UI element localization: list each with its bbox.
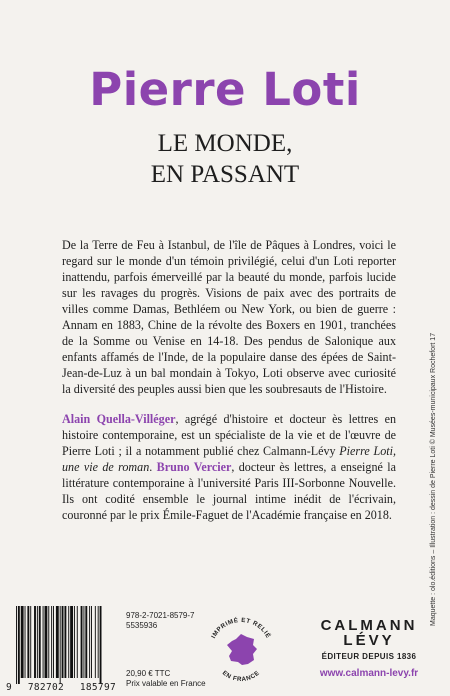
barcode-bar — [60, 606, 61, 684]
publisher-name-line-2: LÉVY — [343, 632, 395, 649]
publisher-name-line-1: CALMANN — [320, 617, 418, 634]
barcode-area — [6, 604, 116, 692]
barcode-bar — [43, 606, 44, 678]
publisher-url: www.calmann-levy.fr — [319, 668, 419, 679]
bio-author-2: Bruno Vercier — [156, 460, 232, 475]
france-map-icon — [227, 634, 257, 665]
barcode-bar — [18, 606, 20, 684]
barcode-bars — [6, 604, 116, 684]
design-credit: Maquette : olo.éditions – Illustration : dessin de Pierre Loti © Musées-municipaux Rochefort 17 — [430, 332, 437, 626]
title-line-2: EN PASSANT — [150, 161, 300, 188]
isbn-line-2: 5535936 — [126, 621, 158, 630]
barcode-bar — [81, 606, 83, 678]
price-line-1: 20,90 € TTC — [126, 669, 171, 678]
barcode-bar — [53, 606, 54, 678]
barcode-group-1: 782702 — [27, 682, 65, 693]
bio-text-2: . — [149, 460, 157, 475]
barcode-bar — [83, 606, 84, 678]
barcode-bar — [77, 606, 78, 678]
barcode-bar — [64, 606, 66, 678]
barcode-bar — [16, 606, 17, 684]
barcode-bar — [68, 606, 69, 678]
title-line-1: LE MONDE, — [157, 130, 293, 157]
barcode-number — [6, 682, 116, 693]
barcode-bar — [30, 606, 31, 678]
isbn-line-1: 978-2-7021-8579-7 — [126, 611, 195, 620]
author-bio — [62, 411, 396, 523]
barcode-bar — [51, 606, 52, 678]
barcode-bar — [98, 606, 99, 678]
barcode-first-digit: 9 — [6, 682, 13, 693]
barcode-bar — [85, 606, 87, 678]
barcode-bar — [25, 606, 26, 678]
barcode-bar — [95, 606, 96, 678]
bio-text-3: , docteur ès lettres, a enseigné la littérature contemporaine à l'université Paris III-Sorbonne Nouvelle. Ils ont codité ensemble le journal intime inédit de l'écrivain, couronné par le prix Émile-Faguet de l'Académie française en 2018. — [62, 460, 396, 523]
stamp-text-top: IMPRIMÉ ET RELIÉ — [210, 616, 272, 640]
barcode-bar — [34, 606, 36, 678]
isbn-block — [126, 611, 195, 631]
bio-author-1: Alain Quella-Villéger — [62, 412, 176, 426]
author-name: Pierre Loti — [89, 63, 361, 116]
price-block — [126, 669, 206, 689]
book-title — [0, 128, 450, 190]
bio-book-title: Pierre Loti, une vie de roman — [62, 444, 396, 475]
barcode-bar — [89, 606, 90, 678]
printed-in-france-stamp — [202, 612, 280, 690]
blurb-text: De la Terre de Feu à Istanbul, de l'île de Pâques à Londres, voici le regard sur le monde d'un témoin privilégié, celui d'un Loti reporter inattendu, parfois émerveillé par la beauté du monde, parfois lucide sur les ravages du progrès. Visions de paix avec des portraits de villes comme Damas, Bethléem ou New York, ou bien de guerre : Annam en 1883, Chine de la révolte des Boxers en 1901, tranchées de la Somme ou Venise en 14-18. Des pendus de Salonique aux enfants affamés de l'Inde, de la populaire danse des épées de Saint-Jean-de-Luz à un bal mondain à Tokyo, Loti observe avec curiosité la diversité des peuples aussi bien que les soubresauts de l'Histoire. — [62, 238, 396, 397]
publisher-logo — [314, 618, 424, 679]
price-line-2: Prix valable en France — [126, 679, 206, 688]
barcode-bar — [56, 606, 59, 678]
bio-text-1: , agrégé d'histoire et docteur ès lettres en histoire contemporaine, est un spécialiste de la vie et de l'œuvre de Pierre Loti ; il a notamment publié chez Calmann-Lévy — [62, 412, 396, 459]
publisher-since: ÉDITEUR DEPUIS 1836 — [321, 652, 417, 661]
barcode-bar — [74, 606, 75, 678]
barcode-bar — [48, 606, 49, 678]
barcode-bar — [37, 606, 38, 678]
barcode-bar — [27, 606, 29, 678]
barcode-bar — [39, 606, 41, 678]
barcode-bar — [91, 606, 92, 678]
barcode-group-2: 185797 — [79, 682, 116, 693]
barcode-bar — [100, 606, 102, 684]
barcode-bar — [62, 606, 64, 678]
barcode-bar — [21, 606, 24, 678]
barcode-bar — [45, 606, 48, 678]
stamp-text-bottom: EN FRANCE — [220, 669, 262, 684]
barcode-bar — [70, 606, 73, 678]
